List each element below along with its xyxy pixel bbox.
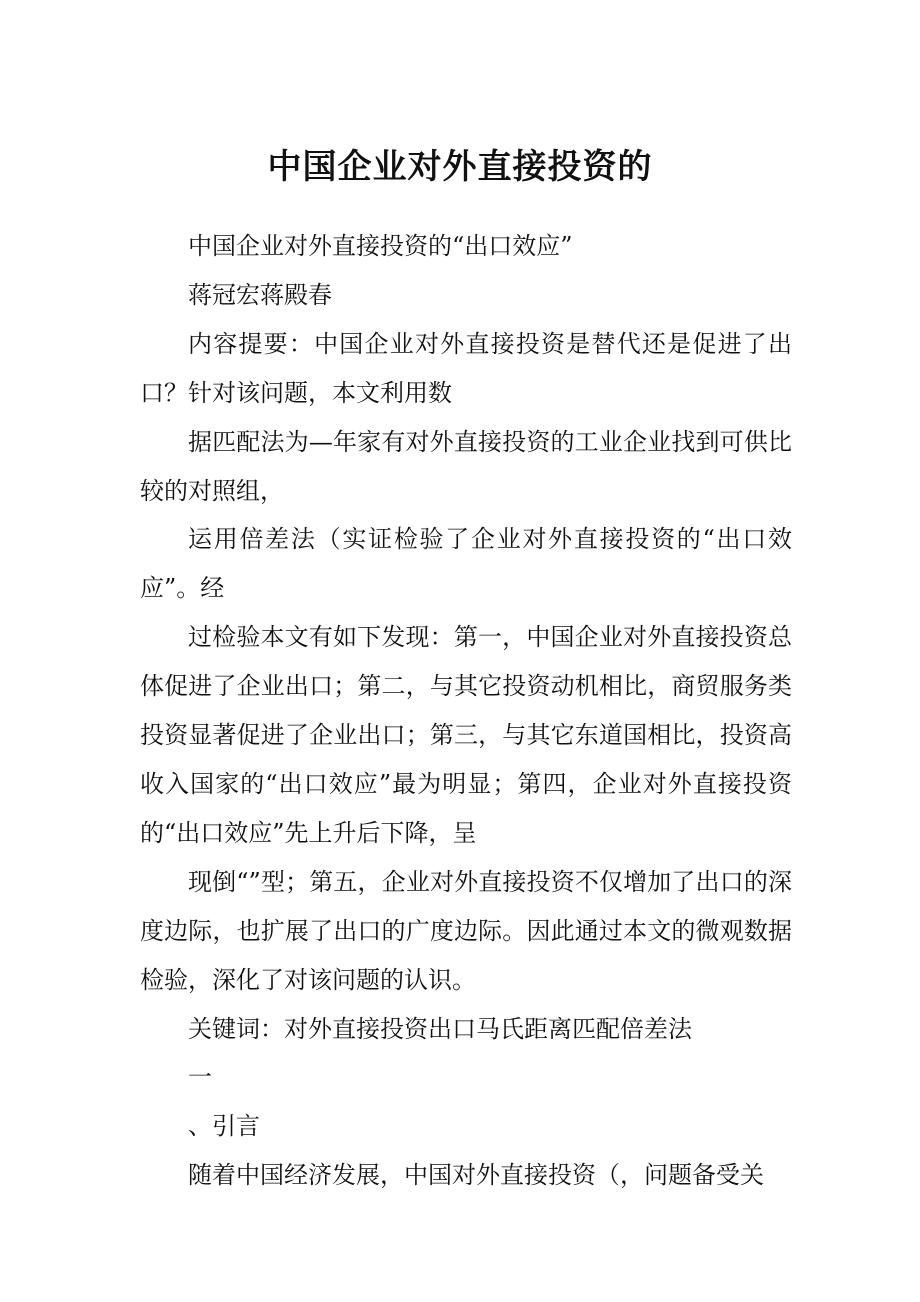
abstract-paragraph-2: 据匹配法为—年家有对外直接投资的工业企业找到可供比较的对照组， xyxy=(140,427,792,505)
abstract-paragraph-1: 内容提要：中国企业对外直接投资是替代还是促进了出口？针对该问题，本文利用数 xyxy=(140,329,792,407)
abstract-paragraph-3: 运用倍差法（实证检验了企业对外直接投资的“出口效应”。经 xyxy=(140,525,792,603)
keywords-line: 关键词：对外直接投资出口马氏距离匹配倍差法 xyxy=(188,1014,692,1043)
introduction-paragraph: 随着中国经济发展，中国对外直接投资（，问题备受关 xyxy=(188,1161,764,1190)
document-body xyxy=(140,222,792,1200)
section-number: 一 xyxy=(188,1063,212,1092)
author-line: 蒋冠宏蒋殿春 xyxy=(188,280,332,309)
paper-heading: 中国企业对外直接投资的“出口效应” xyxy=(188,232,573,260)
findings-paragraph: 过检验本文有如下发现：第一，中国企业对外直接投资总体促进了企业出口；第二，与其它投资动机相比，商贸服务类投资显著促进了企业出口；第三，与其它东道国相比，投资高收入国家的“出口效应”最为明显；第四，企业对外直接投资的“出口效应”先上升后下降，呈 xyxy=(140,623,792,847)
document-title: 中国企业对外直接投资的 xyxy=(267,147,653,187)
section-heading: 、引言 xyxy=(188,1112,260,1141)
findings-continued-paragraph: 现倒“”型；第五，企业对外直接投资不仅增加了出口的深度边际，也扩展了出口的广度边际。因此通过本文的微观数据检验，深化了对该问题的认识。 xyxy=(140,867,792,994)
